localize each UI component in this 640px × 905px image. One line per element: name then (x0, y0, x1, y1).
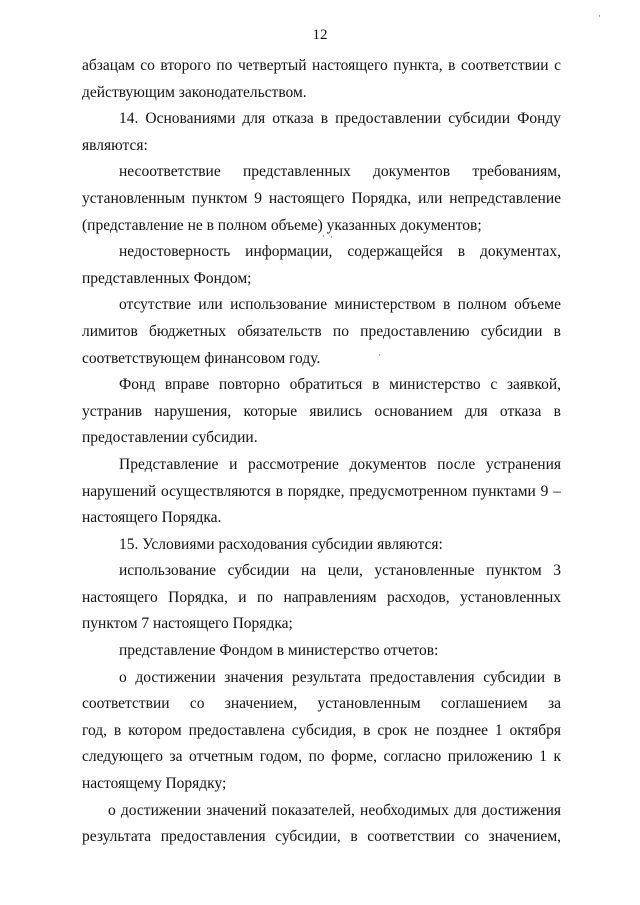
text-line: являются: (82, 136, 148, 154)
text-line: несоответствие представленных документов требованиям, (119, 163, 561, 181)
text-line: использование субсидии на цели, установленные пунктом 3 (119, 562, 561, 580)
text-line: отсутствие или использование министерством в полном объеме (119, 296, 561, 314)
text-line: следующего за отчетным годом, по форме, согласно приложению 1 к (82, 748, 561, 766)
text-line: абзацам со второго по четвертый настоящего пункта, в соответствии с (82, 57, 561, 74)
page-number: 12 (312, 27, 328, 43)
text-line: Представление и рассмотрение документов после устранения (119, 455, 561, 473)
text-line: о достижении значения результата предоставления субсидии в (119, 668, 561, 686)
paragraph-14-heading: 14. Основаниями для отказа в предоставлении субсидии Фонду (119, 110, 561, 128)
text-line: настоящего Порядка. (82, 509, 222, 527)
text-line: год, в котором предоставлена субсидия, в срок не позднее 1 октября (82, 721, 561, 739)
text-line: представление Фондом в министерство отчетов: (119, 642, 439, 660)
text-line: о достижении значений показателей, необходимых для достижения (108, 801, 561, 819)
scan-speck: · (598, 11, 601, 21)
text-line: результата предоставления субсидии, в соответствии со значением, (82, 828, 561, 846)
scan-speck: · (322, 231, 325, 241)
document-body (82, 53, 561, 851)
text-line: предоставлении субсидии. (82, 429, 258, 447)
paragraph-15-heading: 15. Условиями расходования субсидии являются: (119, 535, 443, 553)
text-line: настоящего Порядка, и по направлениям расходов, установленных (82, 588, 561, 606)
text-line: недостоверность информации, содержащейся в документах, (119, 243, 561, 261)
text-line: соответствующем финансовом году. (82, 349, 321, 367)
text-line: нарушений осуществляются в порядке, предусмотренном пунктами 9 – (82, 482, 561, 500)
text-line: пунктом 7 настоящего Порядка; (82, 615, 293, 633)
text-line: настоящему Порядку; (82, 775, 227, 793)
text-line: установленным пунктом 9 настоящего Порядка, или непредставление (82, 189, 561, 207)
text-line: действующим законодательством. (82, 83, 307, 101)
scan-speck: · (378, 350, 381, 360)
text-line: (представление не в полном объеме) указанных документов; (82, 216, 482, 234)
text-line: Фонд вправе повторно обратиться в министерство с заявкой, (119, 376, 561, 394)
text-line: соответствии со значением, установленным соглашением за (82, 695, 561, 713)
scan-speck: · (330, 232, 333, 242)
text-line: устранив нарушения, которые явились основанием для отказа в (82, 402, 561, 420)
text-line: представленных Фондом; (82, 269, 252, 287)
text-line: лимитов бюджетных обязательств по предоставлению субсидии в (82, 322, 561, 340)
